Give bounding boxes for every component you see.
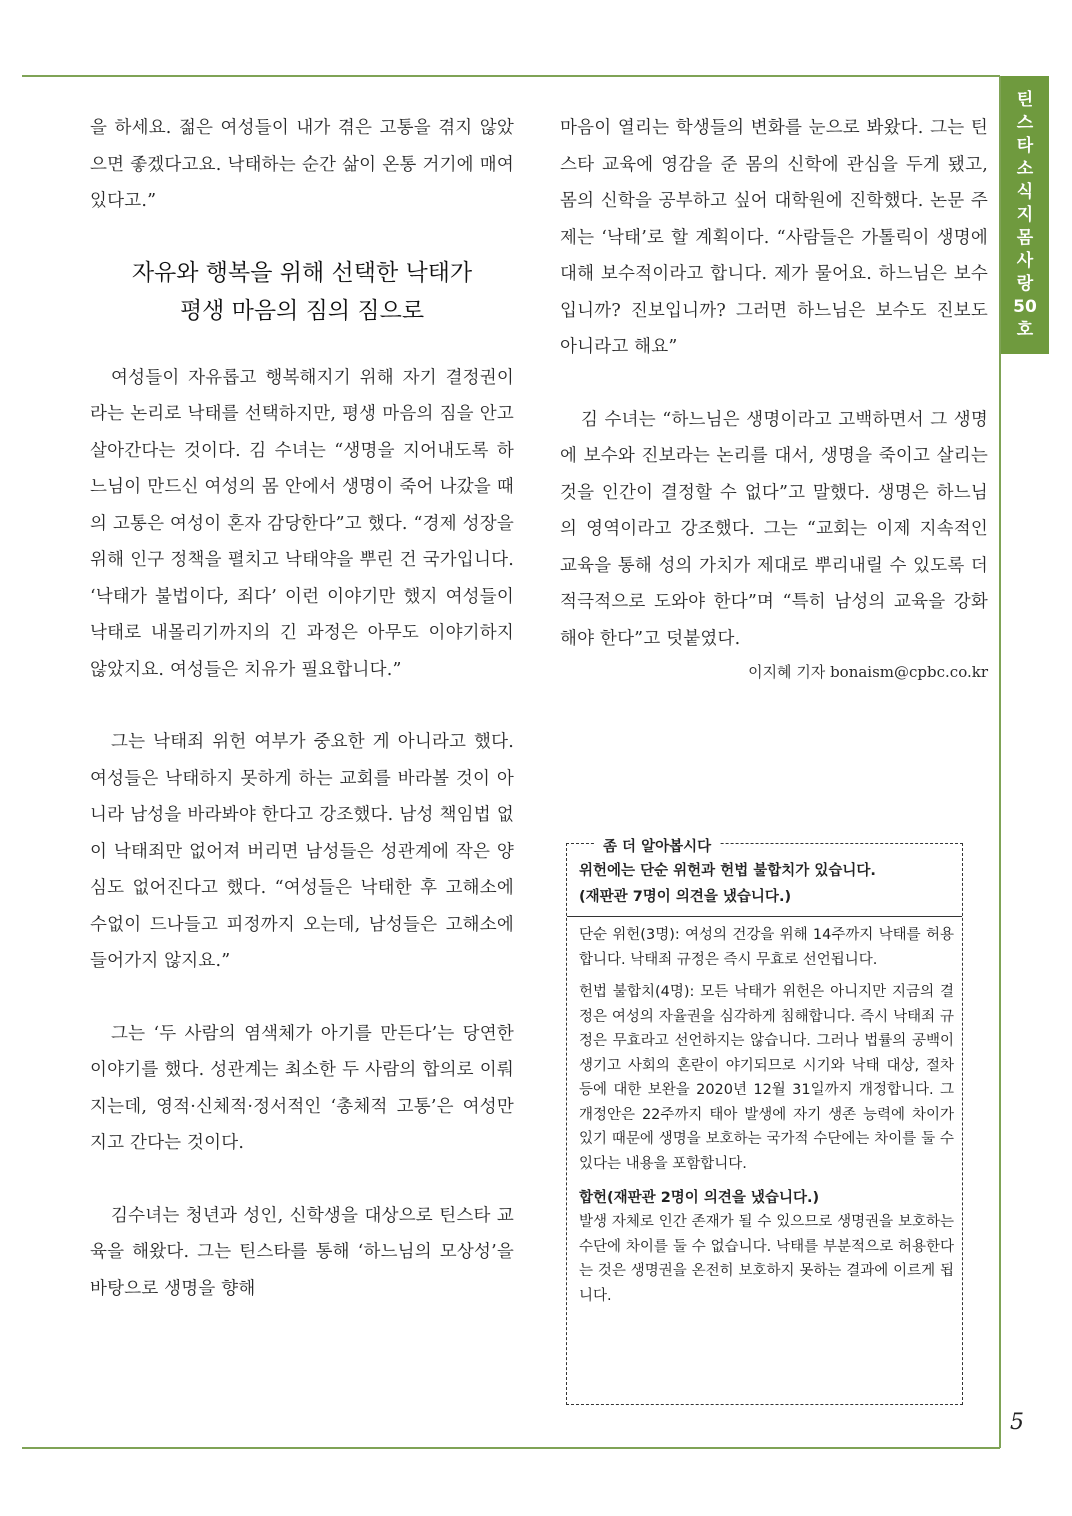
body-paragraph-4: 김수녀는 청년과 성인, 신학생을 대상으로 틴스타 교육을 해왔다. 그는 틴스타를 통해 ‘하느님의 모상성’을 바탕으로 생명을 향해 (90, 1205, 514, 1299)
section-tab-char: 소 (1016, 158, 1034, 179)
section-tab-char: 50 (1013, 296, 1037, 317)
section-heading (90, 254, 514, 330)
bottom-rule (22, 1447, 1000, 1449)
top-rule (22, 75, 1000, 77)
info-box-headline-2: (재판관 7명이 의견을 냈습니다.) (579, 889, 792, 905)
heading-line-1: 자유와 행복을 위해 선택한 낙태가 (131, 259, 473, 286)
section-tab-char: 랑 (1016, 273, 1034, 294)
section-tab-char: 호 (1016, 319, 1034, 340)
section-tab-char: 틴 (1016, 89, 1034, 110)
heading-line-2: 평생 마음의 짐의 짐으로 (179, 297, 425, 324)
left-column (90, 110, 514, 1307)
section-tab (1001, 76, 1049, 354)
body-paragraph-2: 그는 낙태죄 위헌 여부가 중요한 게 아니라고 했다. 여성들은 낙태하지 못하게 하는 교회를 바라볼 것이 아니라 남성을 바라봐야 한다고 강조했다. 남성 책임법 없이 낙태죄만 없어져 버리면 남성들은 성관계에 작은 양심도 없어진다고 했다. “여성들은 낙태한 후 고해소에 수없이 드나들고 피정까지 오는데, 남성들은 고해소에 들어가지 않지요.” (90, 732, 514, 971)
right-column (560, 110, 988, 687)
section-tab-char: 사 (1016, 250, 1034, 271)
info-box-headline-1: 위헌에는 단순 위헌과 헌법 불합치가 있습니다. (579, 863, 876, 879)
info-constitutional-heading: 합헌(재판관 2명이 의견을 냈습니다.) (579, 1190, 820, 1206)
section-tab-char: 몸 (1016, 227, 1034, 248)
body-paragraph-1: 여성들이 자유롭고 행복해지기 위해 자기 결정권이라는 논리로 낙태를 선택하지만, 평생 마음의 짐을 안고 살아간다는 것이다. 김 수녀는 “생명을 지어내도록 하느님이 만드신 여성의 몸 안에서 생명이 죽어 나갔을 때의 고통은 여성이 혼자 감당한다”고 했다. “경제 성장을 위해 인구 정책을 펼치고 낙태약을 뿌린 건 국가입니다. ‘낙태가 불법이다, 죄다’ 이런 이야기만 했지 여성들이 낙태로 내몰리기까지의 긴 과정은 아무도 이야기하지 않았지요. 여성들은 치유가 필요합니다.” (90, 367, 514, 680)
info-box-title: 좀 더 알아봅시다 (595, 835, 719, 856)
byline: 이지혜 기자 bonaism@cpbc.co.kr (748, 663, 988, 681)
info-nonconformity: 헌법 불합치(4명): 모든 낙태가 위헌은 아니지만 지금의 결정은 여성의 자율권을 심각하게 침해합니다. 즉시 낙태죄 규정은 무효라고 선언하지는 않습니다. 그러나 법률의 공백이 생기고 사회의 혼란이 야기되므로 시기와 낙태 대상, 절차 등에 대한 보완을 2020년 12월 31일까지 개정합니다. 그 개정안은 22주까지 태아 발생에 자기 생존 능력에 차이가 있기 때문에 생명을 보호하는 국가적 수단에는 차이를 둘 수 있다는 내용을 포함합니다. (579, 984, 954, 1172)
section-tab-char: 지 (1016, 204, 1034, 225)
body-paragraph-5: 마음이 열리는 학생들의 변화를 눈으로 봐왔다. 그는 틴스타 교육에 영감을 준 몸의 신학에 관심을 두게 됐고, 몸의 신학을 공부하고 싶어 대학원에 진학했다. 논문 주제는 ‘낙태’로 할 계획이다. “사람들은 가톨릭이 생명에 대해 보수적이라고 합니다. 제가 물어요. 하느님은 보수입니까? 진보입니까? 그러면 하느님은 보수도 진보도 아니라고 해요” (560, 118, 988, 357)
body-paragraph-6: 김 수녀는 “하느님은 생명이라고 고백하면서 그 생명에 보수와 진보라는 논리를 대서, 생명을 죽이고 살리는 것을 인간이 결정할 수 없다”고 말했다. 생명은 하느님의 영역이라고 강조했다. 그는 “교회는 이제 지속적인 교육을 통해 성의 가치가 제대로 뿌리내릴 수 있도록 더 적극적으로 도와야 한다”며 “특히 남성의 교육을 강화해야 한다”고 덧붙였다. (560, 409, 988, 649)
section-tab-char: 식 (1016, 181, 1034, 202)
section-tab-char: 타 (1016, 135, 1034, 156)
info-constitutional-text: 발생 자체로 인간 존재가 될 수 있으므로 생명권을 보호하는 수단에 차이를 둘 수 없습니다. 낙태를 부분적으로 허용한다는 것은 생명권을 온전히 보호하지 못하는 결과에 이르게 됩니다. (579, 1214, 954, 1304)
section-tab-char: 스 (1016, 112, 1034, 133)
intro-paragraph: 을 하세요. 젊은 여성들이 내가 겪은 고통을 겪지 않았으면 좋겠다고요. 낙태하는 순간 삶이 온통 거기에 매여 있다고.” (90, 118, 514, 211)
info-box (566, 839, 963, 1405)
info-box-divider (567, 916, 962, 917)
page-number: 5 (1010, 1410, 1024, 1435)
info-simple-unconstitutional: 단순 위헌(3명): 여성의 건강을 위해 14주까지 낙태를 허용합니다. 낙태죄 규정은 즉시 무효로 선언됩니다. (579, 927, 954, 968)
body-paragraph-3: 그는 ‘두 사람의 염색체가 아기를 만든다’는 당연한 이야기를 했다. 성관계는 최소한 두 사람의 합의로 이뤄지는데, 영적·신체적·정서적인 ‘총체적 고통’은 여성만 지고 간다는 것이다. (90, 1023, 514, 1153)
